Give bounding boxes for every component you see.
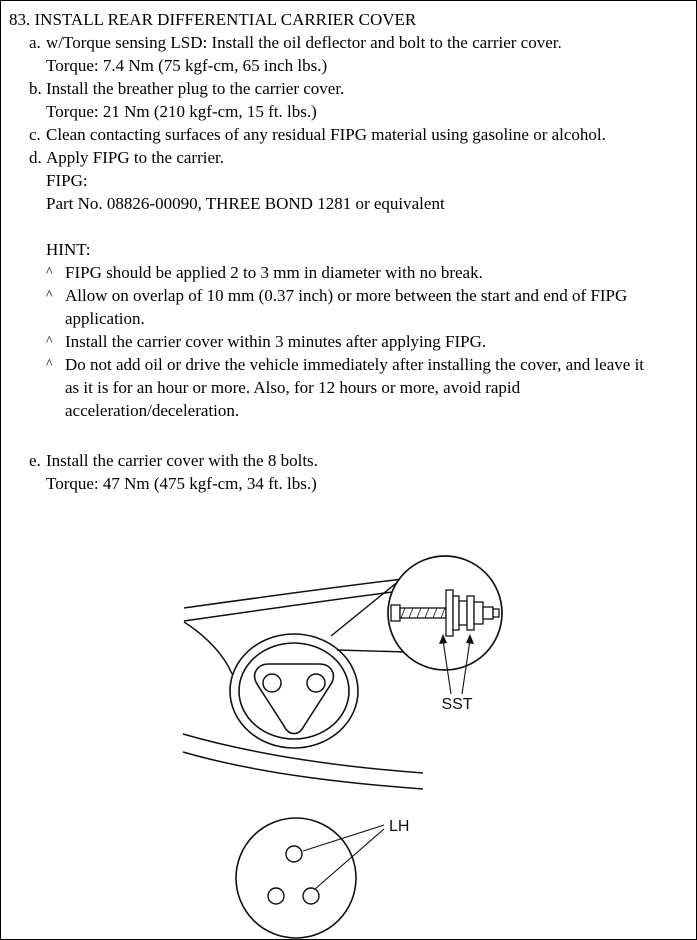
step-a-text: w/Torque sensing LSD: Install the oil deflector and bolt to the carrier cover. bbox=[46, 33, 562, 52]
step-d-label: d. bbox=[29, 148, 42, 167]
hint-bullet-icon: ^ bbox=[46, 334, 53, 349]
step-c bbox=[29, 123, 696, 146]
step-c-label: c. bbox=[29, 125, 41, 144]
sst-label: SST bbox=[441, 696, 473, 713]
fipg-heading: FIPG: bbox=[46, 171, 88, 190]
figure-differential-diagram bbox=[1, 526, 697, 940]
step-d-text: Apply FIPG to the carrier. bbox=[46, 148, 224, 167]
step-a-label: a. bbox=[29, 33, 41, 52]
step-b-text: Install the breather plug to the carrier cover. bbox=[46, 79, 345, 98]
hint-item-text: Do not add oil or drive the vehicle immediately after installing the cover, and leave it as it is for an hour or more. Also, for 12 hours or more, avoid rapid acceleration/deceleration. bbox=[65, 355, 645, 420]
step-a bbox=[29, 31, 696, 54]
step-b-label: b. bbox=[29, 79, 42, 98]
hint-item-text: Install the carrier cover within 3 minutes after applying FIPG. bbox=[65, 332, 487, 351]
hint-item bbox=[46, 330, 696, 353]
instruction-section bbox=[1, 1, 696, 495]
hint-item bbox=[46, 284, 696, 330]
step-e-text: Install the carrier cover with the 8 bolts. bbox=[46, 451, 318, 470]
hint-item-text: FIPG should be applied 2 to 3 mm in diameter with no break. bbox=[65, 263, 483, 282]
page-title: 83. INSTALL REAR DIFFERENTIAL CARRIER COVER bbox=[9, 10, 417, 29]
hint-item bbox=[46, 261, 696, 284]
step-a-torque: Torque: 7.4 Nm (75 kgf-cm, 65 inch lbs.) bbox=[46, 56, 328, 75]
carrier-opening bbox=[230, 634, 358, 748]
hint-item-text: Allow on overlap of 10 mm (0.37 inch) or more between the start and end of FIPG application. bbox=[65, 286, 628, 328]
hint-heading: HINT: bbox=[46, 240, 91, 259]
step-c-text: Clean contacting surfaces of any residual FIPG material using gasoline or alcohol. bbox=[46, 125, 606, 144]
hint-bullet-icon: ^ bbox=[46, 265, 53, 280]
step-b-torque: Torque: 21 Nm (210 kgf-cm, 15 ft. lbs.) bbox=[46, 102, 317, 121]
step-e-torque: Torque: 47 Nm (475 kgf-cm, 34 ft. lbs.) bbox=[46, 474, 317, 493]
hint-item bbox=[46, 353, 696, 422]
lh-leader-lines bbox=[303, 825, 384, 889]
step-b bbox=[29, 77, 696, 100]
hint-bullet-icon: ^ bbox=[46, 288, 53, 303]
fipg-spec: Part No. 08826-00090, THREE BOND 1281 or equivalent bbox=[46, 194, 445, 213]
lh-label: LH bbox=[389, 818, 410, 835]
step-e-label: e. bbox=[29, 451, 41, 470]
lh-circle bbox=[236, 818, 356, 938]
step-e bbox=[29, 449, 696, 472]
hint-bullet-icon: ^ bbox=[46, 357, 53, 372]
step-d bbox=[29, 146, 696, 169]
